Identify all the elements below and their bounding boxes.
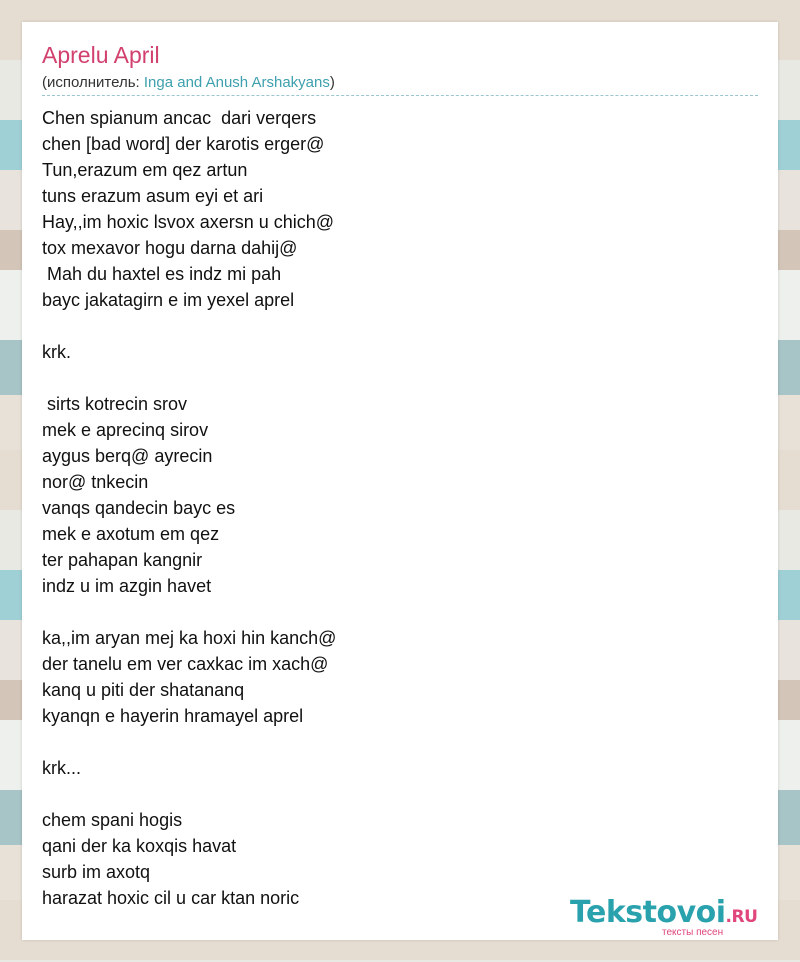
lyric-line: ka,,im aryan mej ka hoxi hin kanch@ (42, 628, 337, 648)
lyric-line: Tun,erazum em qez artun (42, 160, 248, 180)
lyric-line: kanq u piti der shatananq (42, 680, 245, 700)
lyric-line: Mah du haxtel es indz mi pah (42, 264, 282, 284)
lyric-line (42, 365, 758, 391)
lyric-line: chem spani hogis (42, 810, 183, 830)
lyric-line: qani der ka koxqis havat (42, 836, 237, 856)
lyrics-card (22, 22, 778, 940)
song-title: Aprelu April (42, 42, 160, 68)
lyric-line: der tanelu em ver caxkac im xach@ (42, 654, 329, 674)
lyric-line (42, 781, 758, 807)
artist-suffix: ) (329, 74, 335, 91)
logo-tagline: тексты песен (662, 927, 724, 938)
lyric-line: bayc jakatagirn e im yexel aprel (42, 290, 295, 310)
lyric-line: krk... (42, 758, 81, 778)
lyric-line: indz u im azgin havet (42, 576, 212, 596)
artist-prefix: (исполнитель: (42, 74, 144, 91)
artist-line (42, 74, 758, 96)
lyric-line: Hay,,im hoxic lsvox axersn u chich@ (42, 212, 335, 232)
lyric-line: chen [bad word] der karotis erger@ (42, 134, 325, 154)
lyric-line: krk. (42, 342, 71, 362)
lyric-line: surb im axotq (42, 862, 151, 882)
site-logo[interactable] (570, 895, 757, 930)
lyric-line: sirts kotrecin srov (42, 394, 188, 414)
lyric-line: mek e aprecinq sirov (42, 420, 209, 440)
lyric-line: kyanqn e hayerin hramayel aprel (42, 706, 304, 726)
logo-name: Tekstovoi (570, 895, 726, 930)
lyric-line: aygus berq@ ayrecin (42, 446, 213, 466)
lyric-line (42, 729, 758, 755)
lyric-line: harazat hoxic cil u car ktan noric (42, 888, 300, 908)
lyric-line: tox mexavor hogu darna dahij@ (42, 238, 298, 258)
lyric-line: vanqs qandecin bayc es (42, 498, 236, 518)
logo-tld: .RU (725, 907, 758, 927)
artist-link[interactable]: Inga and Anush Arshakyans (143, 74, 330, 91)
lyric-line (42, 599, 758, 625)
lyric-line: Chen spianum ancac dari verqers (42, 108, 317, 128)
lyric-line: ter pahapan kangnir (42, 550, 203, 570)
lyric-line: nor@ tnkecin (42, 472, 149, 492)
lyric-line: mek e axotum em qez (42, 524, 220, 544)
lyrics-text (42, 105, 758, 911)
lyric-line (42, 313, 758, 339)
lyric-line: tuns erazum asum eyi et ari (42, 186, 264, 206)
